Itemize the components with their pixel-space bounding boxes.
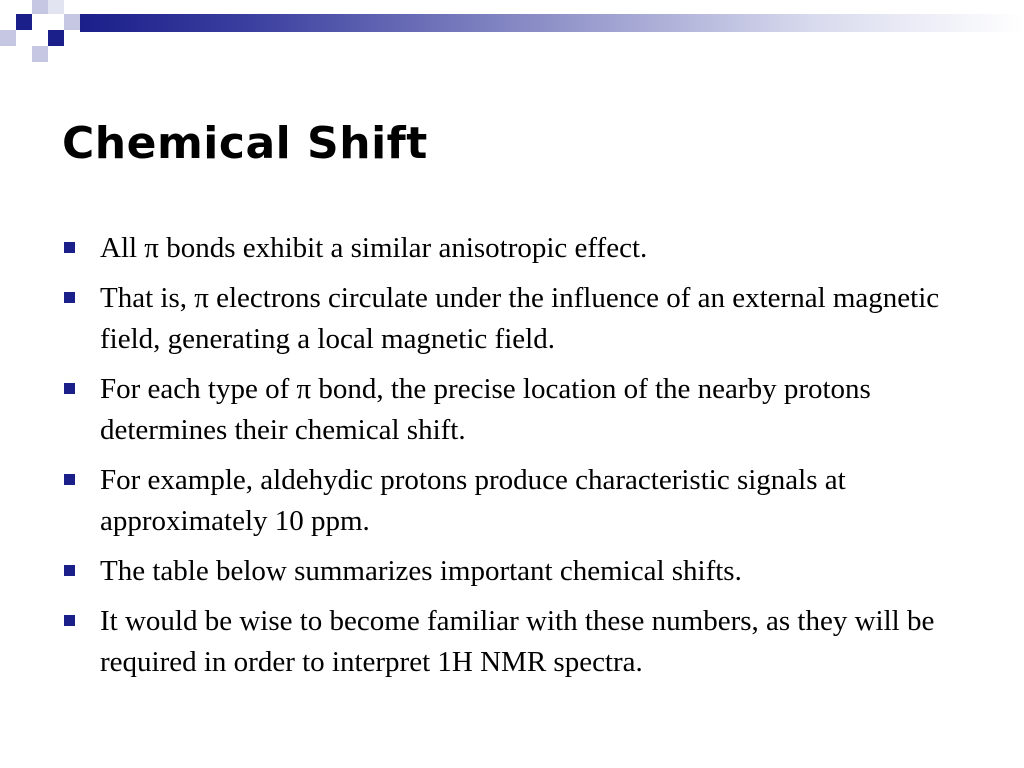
decor-square [48, 0, 64, 14]
bullet-text: All π bonds exhibit a similar anisotropic effect. [100, 232, 648, 264]
bullet-text: For example, aldehydic protons produce characteristic signals at approximately 10 ppm. [100, 464, 846, 537]
decor-square [64, 14, 80, 30]
decor-square [32, 0, 48, 14]
decor-square [0, 30, 16, 46]
square-bullet-icon [64, 292, 75, 303]
decor-square [32, 46, 48, 62]
bullet-list [62, 228, 972, 692]
square-bullet-icon [64, 615, 75, 626]
bullet-item [62, 369, 972, 451]
bullet-item [62, 228, 972, 269]
square-bullet-icon [64, 565, 75, 576]
bullet-item [62, 278, 972, 360]
header-gradient-band [80, 14, 1024, 32]
bullet-item [62, 551, 972, 592]
bullet-item [62, 460, 972, 542]
bullet-text: It would be wise to become familiar with these numbers, as they will be required in order to interpret 1H NMR spectra. [100, 605, 935, 678]
bullet-text: That is, π electrons circulate under the influence of an external magnetic field, generating a local magnetic field. [100, 282, 940, 355]
bullet-text: The table below summarizes important chemical shifts. [100, 555, 742, 587]
bullet-text: For each type of π bond, the precise location of the nearby protons determines their chemical shift. [100, 373, 871, 446]
square-bullet-icon [64, 383, 75, 394]
bullet-item [62, 601, 972, 683]
decor-square [48, 30, 64, 46]
decor-square [16, 14, 32, 30]
square-bullet-icon [64, 474, 75, 485]
slide-title: Chemical Shift [62, 118, 428, 169]
square-bullet-icon [64, 242, 75, 253]
